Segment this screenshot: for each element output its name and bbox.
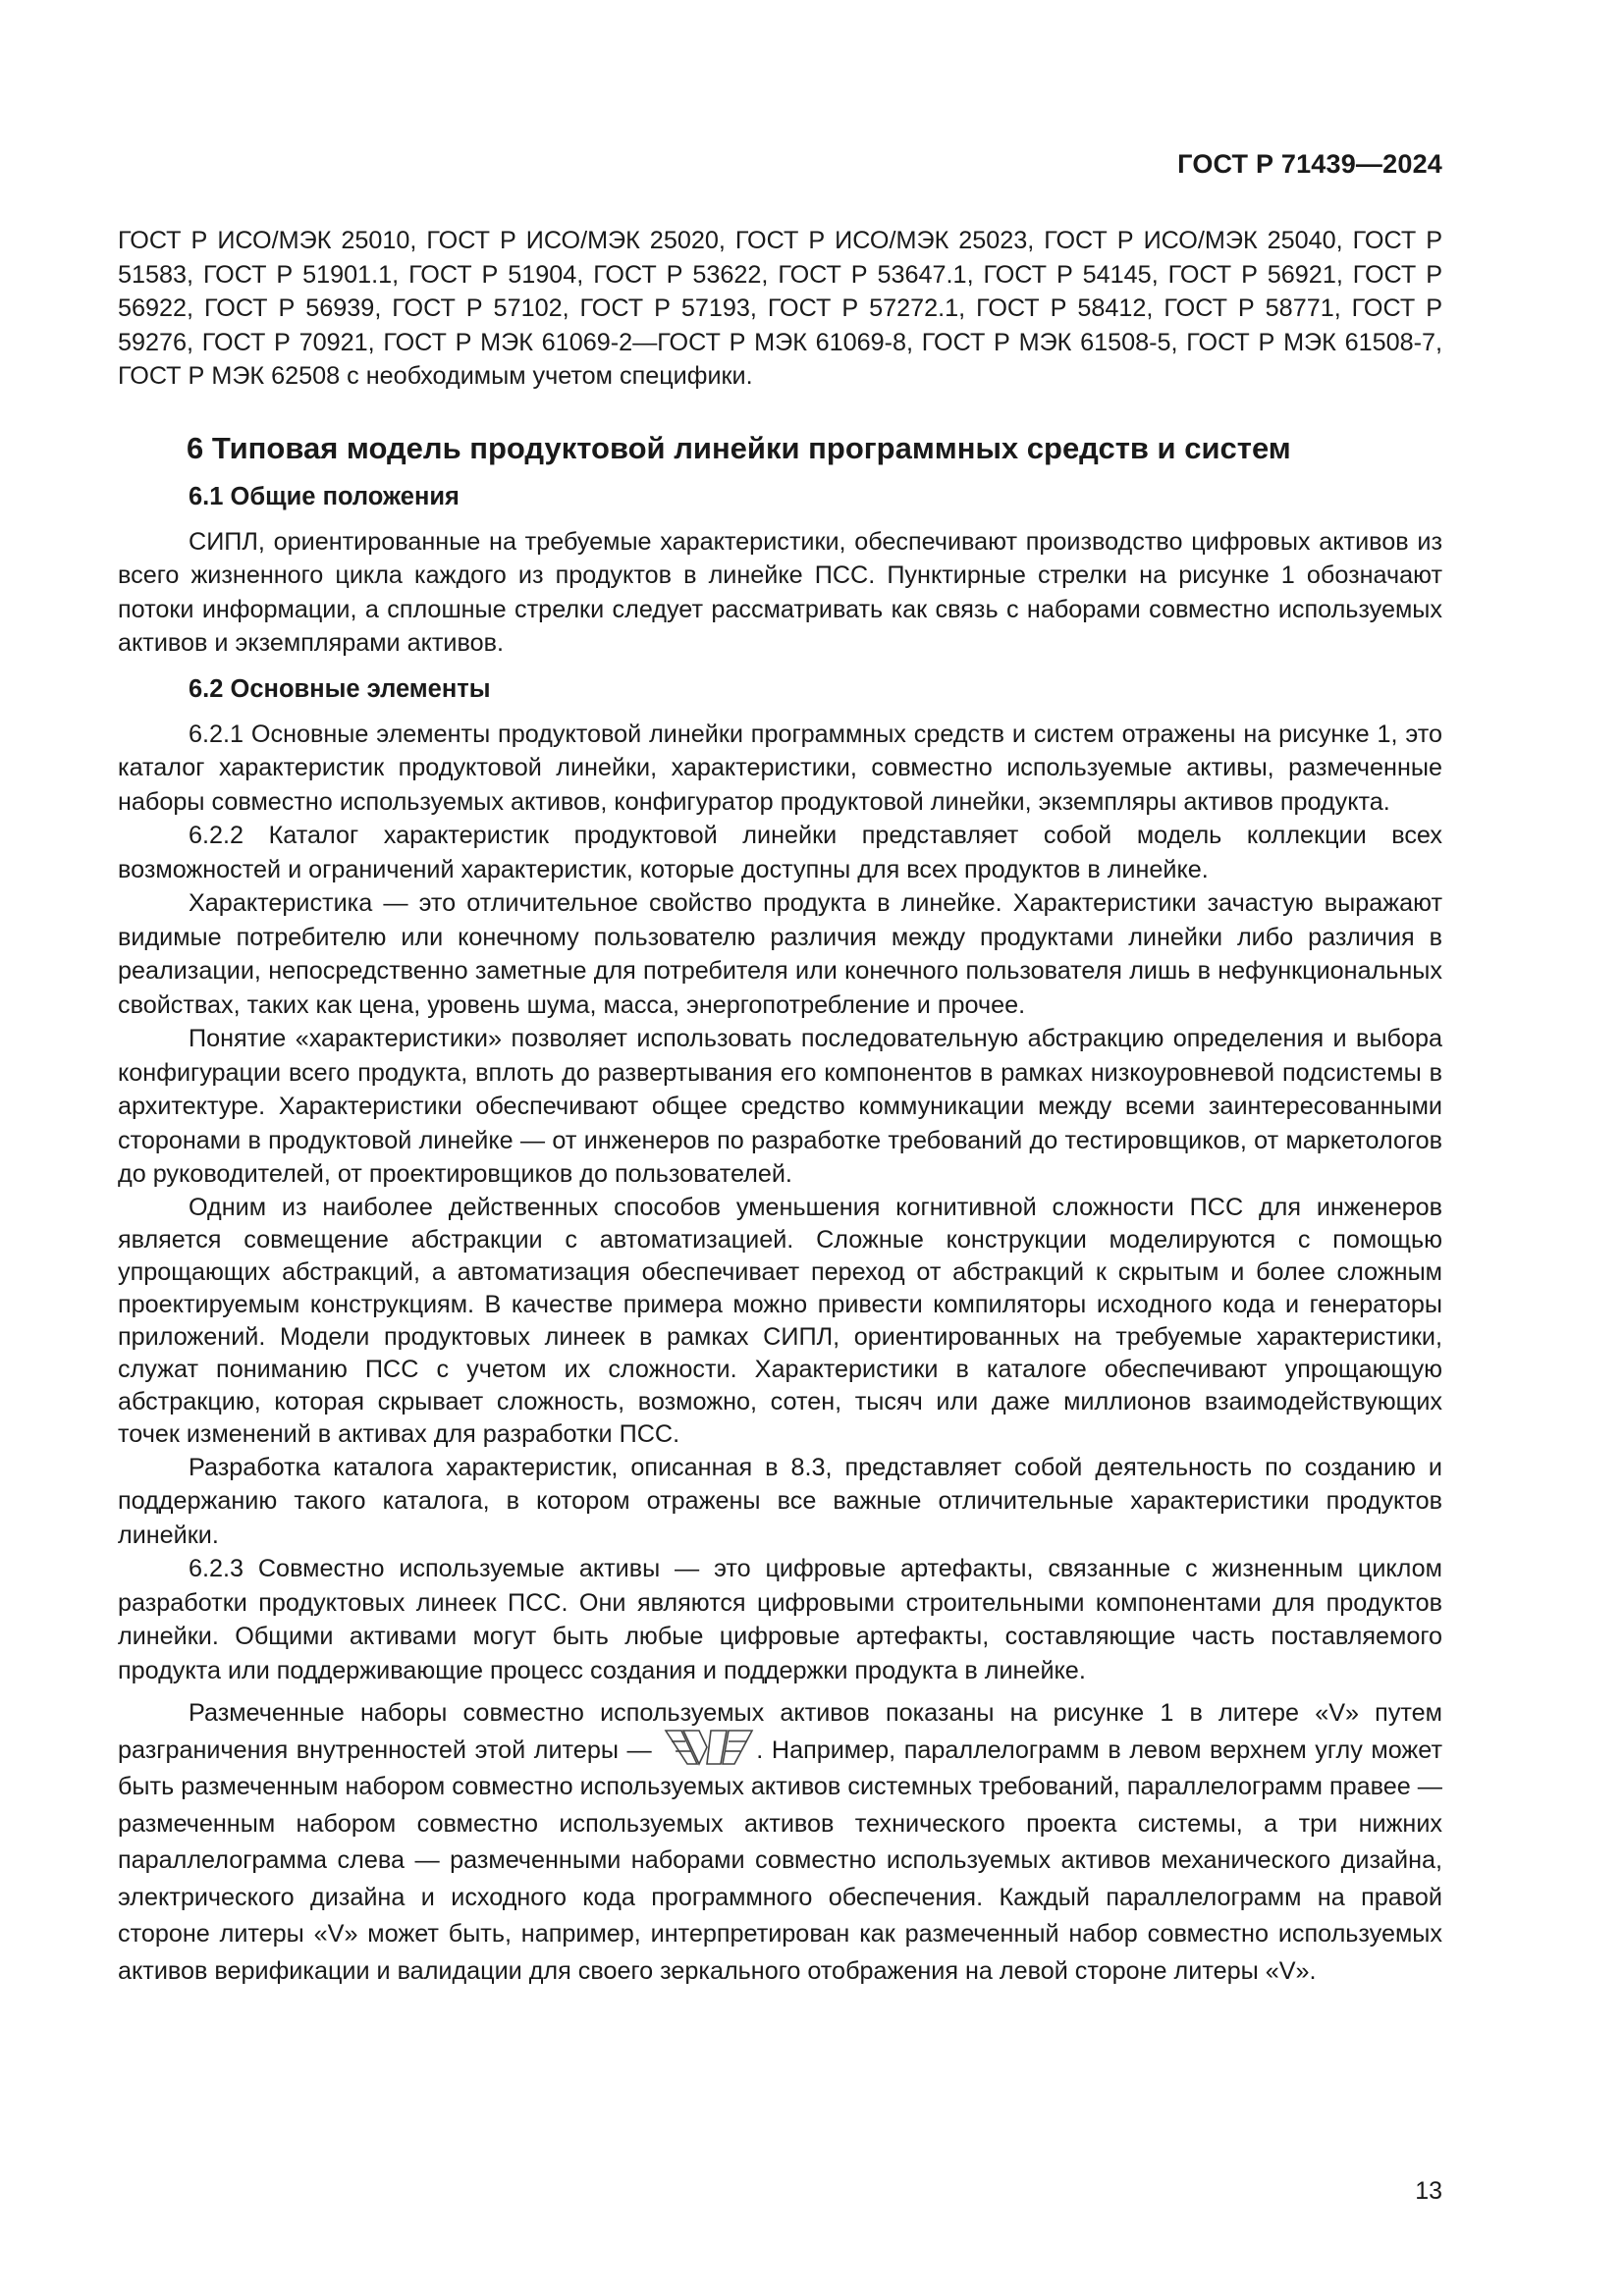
intro-paragraph: ГОСТ Р ИСО/МЭК 25010, ГОСТ Р ИСО/МЭК 25020, ГОСТ Р ИСО/МЭК 25023, ГОСТ Р ИСО/МЭК 25040, ГОСТ Р 51583, ГОСТ Р 51901.1, ГОСТ Р 51904, ГОСТ Р 53622, ГОСТ Р 53647.1, ГОСТ Р 54145, ГОСТ Р 56921, ГОСТ Р 56922, ГОСТ Р 56939, ГОСТ Р 57102, ГОСТ Р 57193, ГОСТ Р 57272.1, ГОСТ Р 58412, ГОСТ Р 58771, ГОСТ Р 59276, ГОСТ Р 70921, ГОСТ Р МЭК 61069-2—ГОСТ Р МЭК 61069-8, ГОСТ Р МЭК 61508-5, ГОСТ Р МЭК 61508-7, ГОСТ Р МЭК 62508 с необходимым учетом специфики. <box>118 227 1442 390</box>
document-header: ГОСТ Р 71439—2024 <box>1177 149 1442 179</box>
section-6-heading: 6 Типовая модель продуктовой линейки программных средств и систем <box>187 430 1291 465</box>
v-letter-partition-icon <box>664 1728 754 1767</box>
v-letter-text-after: . Например, параллелограмм в левом верхнем углу может быть размеченным набором совместно используемых активов системных требований, параллелограмм правее — размеченным набором совместно используемых активов технического проекта системы, а три нижних параллелограмма слева — размеченными наборами совместно используемых активов механического дизайна, электрического дизайна и исходного кода программного обеспечения. Каждый параллелограмм на правой стороне литеры «V» может быть, например, интерпретирован как размеченный набор совместно используемых активов верификации и валидации для своего зеркального отображения на левой стороне литеры «V». <box>118 1735 1442 1985</box>
section-6-1-heading: 6.1 Общие положения <box>189 482 460 510</box>
paragraph-cognitive-complexity: Одним из наиболее действенных способов уменьшения когнитивной сложности ПСС для инженеров является совмещение абстракции с автоматизацией. Сложные конструкции моделируются с помощью упрощающих абстракций, а автоматизация обеспечивает переход от абстракций к скрытым и более сложным проектируемым конструкциям. В качестве примера можно привести компиляторы исходного кода и генераторы приложений. Модели продуктовых линеек в рамках СИПЛ, ориентированных на требуемые характеристики, служат пониманию ПСС с учетом их сложности. Характеристики в каталоге обеспечивают упрощающую абстракцию, которая скрывает сложность, возможно, сотен, тысяч или даже миллионов взаимодействующих точек изменений в активах для разработки ПСС. <box>118 1193 1442 1448</box>
paragraph-6-2-3: 6.2.3 Совместно используемые активы — это цифровые артефакты, связанные с жизненным циклом разработки продуктовых линеек ПСС. Они являются цифровыми строительными компонентами для продуктов линейки. Общими активами могут быть любые цифровые артефакты, составляющие часть поставляемого продукта или поддерживающие процесс создания и поддержки продукта в линейке. <box>118 1555 1442 1684</box>
page-number: 13 <box>1415 2177 1442 2205</box>
page-content <box>118 224 1442 1990</box>
paragraph-catalog-development: Разработка каталога характеристик, описанная в 8.3, представляет собой деятельность по созданию и поддержанию такого каталога, в котором отражены все важные отличительные характеристики продуктов линейки. <box>118 1453 1442 1549</box>
paragraph-6-2-2: 6.2.2 Каталог характеристик продуктовой линейки представляет собой модель коллекции всех возможностей и ограничений характеристик, которые доступны для всех продуктов в линейке. <box>118 822 1442 883</box>
paragraph-characteristic-concept: Понятие «характеристики» позволяет использовать последовательную абстракцию определения и выбора конфигурации всего продукта, вплоть до развертывания его компонентов в рамках низкоуровневой подсистемы в архитектуре. Характеристики обеспечивают общее средство коммуникации между всеми заинтересованными сторонами в продуктовой линейке — от инженеров по разработке требований до тестировщиков, от маркетологов до руководителей, от проектировщиков до пользователей. <box>118 1025 1442 1188</box>
paragraph-characteristic-definition: Характеристика — это отличительное свойство продукта в линейке. Характеристики зачастую выражают видимые потребителю или конечному пользователю различия между продуктами линейки либо различия в реализации, непосредственно заметные для потребителя или конечного пользователя лишь в нефункциональных свойствах, таких как цена, уровень шума, масса, энергопотребление и прочее. <box>118 889 1442 1019</box>
paragraph-v-letter <box>118 1695 1442 1990</box>
paragraph-6-2-1: 6.2.1 Основные элементы продуктовой линейки программных средств и систем отражены на рисунке 1, это каталог характеристик продуктовой линейки, характеристики, совместно используемые активы, размеченные наборы совместно используемых активов, конфигуратор продуктовой линейки, экземпляры активов продукта. <box>118 720 1442 816</box>
section-6-1-paragraph: СИПЛ, ориентированные на требуемые характеристики, обеспечивают производство цифровых активов из всего жизненного цикла каждого из продуктов в линейке ПСС. Пунктирные стрелки на рисунке 1 обозначают потоки информации, а сплошные стрелки следует рассматривать как связь с наборами совместно используемых активов и экземплярами активов. <box>118 527 1442 657</box>
v-letter-text-before: Размеченные наборы совместно используемых активов показаны на рисунке 1 в литере «V» путем разграничения внутренностей этой литеры — <box>118 1699 1442 1764</box>
section-6-2-heading: 6.2 Основные элементы <box>189 674 491 703</box>
